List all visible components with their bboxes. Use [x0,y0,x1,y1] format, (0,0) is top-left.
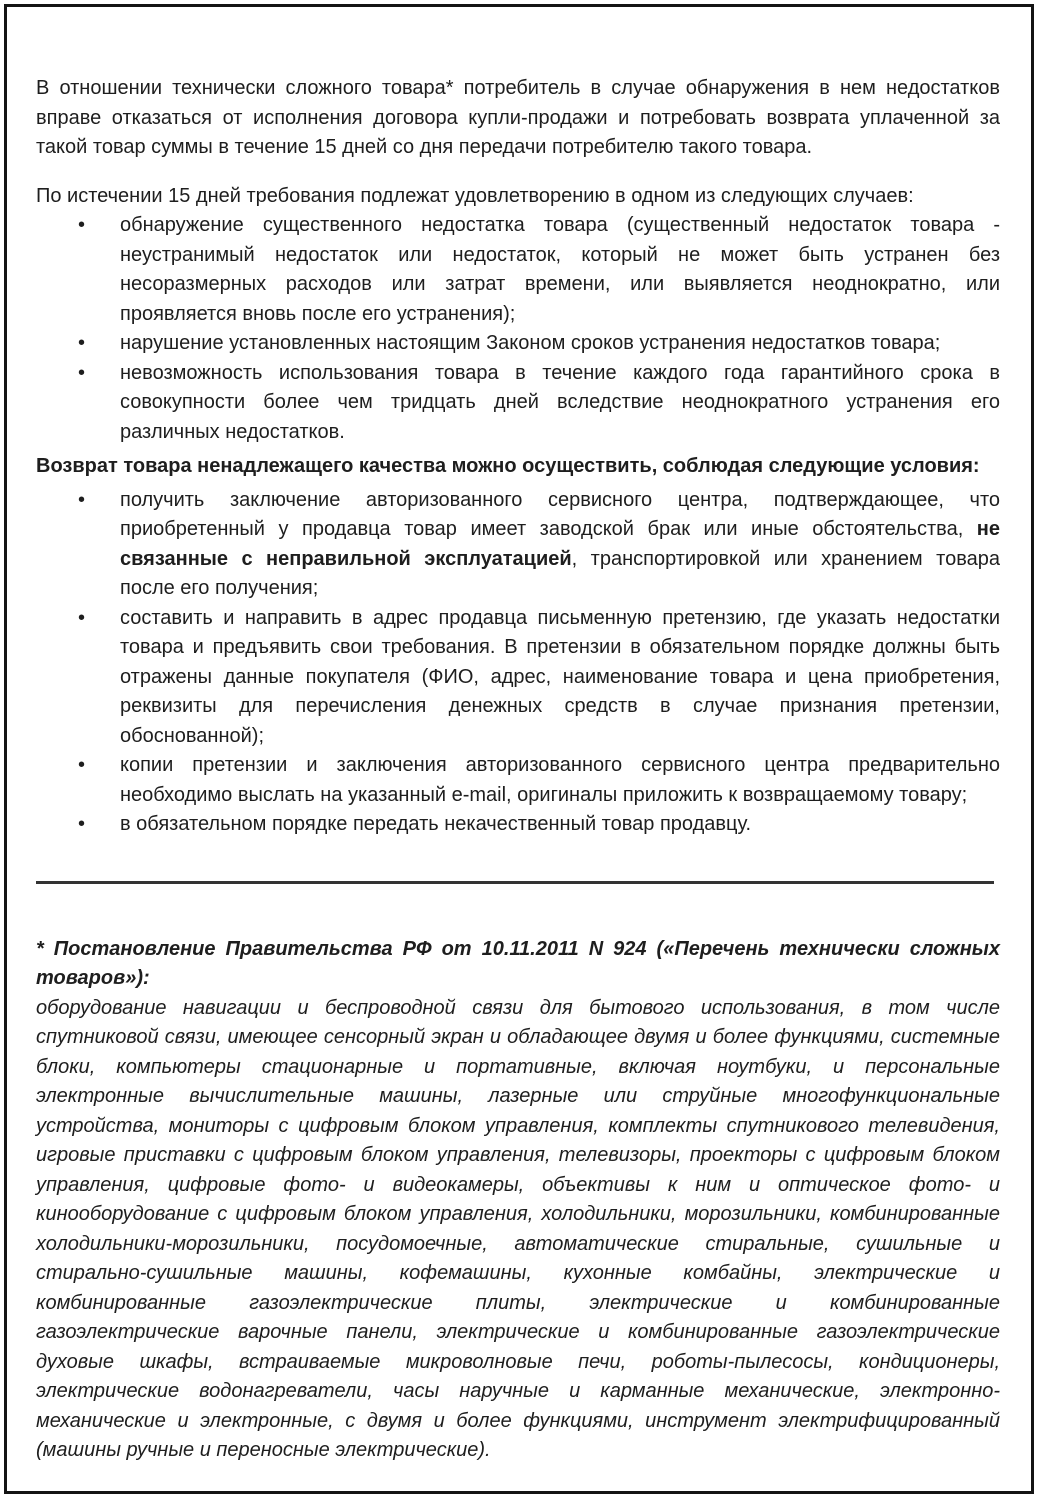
list-item-text-post: , транспортировкой или хранением товара после его получения; [120,547,1000,599]
list-item-text: составить и направить в адрес продавца письменную претензию, где указать недостатки товара и предъявить свои требования. В претензии в обязательном порядке должны быть отражены данные покупателя (ФИО, адрес, наименование товара и цена приобретения, реквизиты для перечисления денежных средств в случае признания претензии, обоснованной); [120,606,1000,747]
footnote-section [36,935,1000,1466]
document-body [36,74,1000,1466]
list-item [120,810,1000,840]
cases-list [36,211,1000,447]
list-item [120,211,1000,329]
list-item [120,359,1000,448]
list-item [120,751,1000,810]
cases-intro-paragraph: По истечении 15 дней требования подлежат удовлетворению в одном из следующих случаев: [36,184,914,207]
list-item [120,604,1000,752]
list-item-text: невозможность использования товара в течение каждого года гарантийного срока в совокупности более чем тридцать дней вследствие неоднократного устранения его различных недостатков. [120,361,1000,443]
intro-paragraph: В отношении технически сложного товара* потребитель в случае обнаружения в нем недостатков вправе отказаться от исполнения договора купли-продажи и потребовать возврата уплаченной за такой товар суммы в течение 15 дней со дня передачи потребителю такого товара. [36,77,1000,158]
footnote-divider [36,881,994,884]
list-item-text: нарушение установленных настоящим Законом сроков устранения недостатков товара; [120,332,941,354]
footnote-title: * Постановление Правительства РФ от 10.11.2011 N 924 («Перечень технически сложных товаров»): [36,937,1000,989]
list-item-text: копии претензии и заключения авторизованного сервисного центра предварительно необходимо выслать на указанный e-mail, оригиналы приложить к возвращаемому товару; [120,754,1000,806]
list-item [120,486,1000,604]
conditions-list [36,486,1000,840]
list-item-text-bold: не связанные с неправильной эксплуатацией [120,518,1000,570]
list-item-text: в обязательном порядке передать некачественный товар продавцу. [120,813,752,835]
list-item [120,329,1000,359]
list-item-text: обнаружение существенного недостатка товара (существенный недостаток товара - неустранимый недостаток или недостаток, который не может быть устранен без несоразмерных расходов или затрат времени, или выявляется неоднократно, или проявляется вновь после его устранения); [120,214,1000,325]
conditions-heading: Возврат товара ненадлежащего качества можно осуществить, соблюдая следующие условия: [36,455,980,477]
list-item-text-pre: получить заключение авторизованного сервисного центра, подтверждающее, что приобретенный у продавца товар имеет заводской брак или иные обстоятельства, [120,488,1000,540]
footnote-body: оборудование навигации и беспроводной связи для бытового использования, в том числе спутниковой связи, имеющее сенсорный экран и обладающее двумя и более функциями, системные блоки, компьютеры стационарные и портативные, включая ноутбуки, и персональные электронные вычислительные машины, лазерные или струйные многофункциональные устройства, мониторы с цифровым блоком управления, комплекты спутникового телевидения, игровые приставки с цифровым блоком управления, телевизоры, проекторы с цифровым блоком управления, цифровые фото- и видеокамеры, объективы к ним и оптическое фото- и кинооборудование с цифровым блоком управления, холодильники, морозильники, комбинированные холодильники-морозильники, посудомоечные, автоматические стиральные, сушильные и стирально-сушильные машины, кофемашины, кухонные комбайны, электрические и комбинированные газоэлектрические плиты, электрические и комбинированные газоэлектрические варочные панели, электрические и комбинированные газоэлектрические духовые шкафы, встраиваемые микроволновые печи, роботы-пылесосы, кондиционеры, электрические водонагреватели, часы наручные и карманные механические, электронно-механические и электронные, с двумя и более функциями, инструмент электрифицированный (машины ручные и переносные электрические). [36,996,1000,1461]
